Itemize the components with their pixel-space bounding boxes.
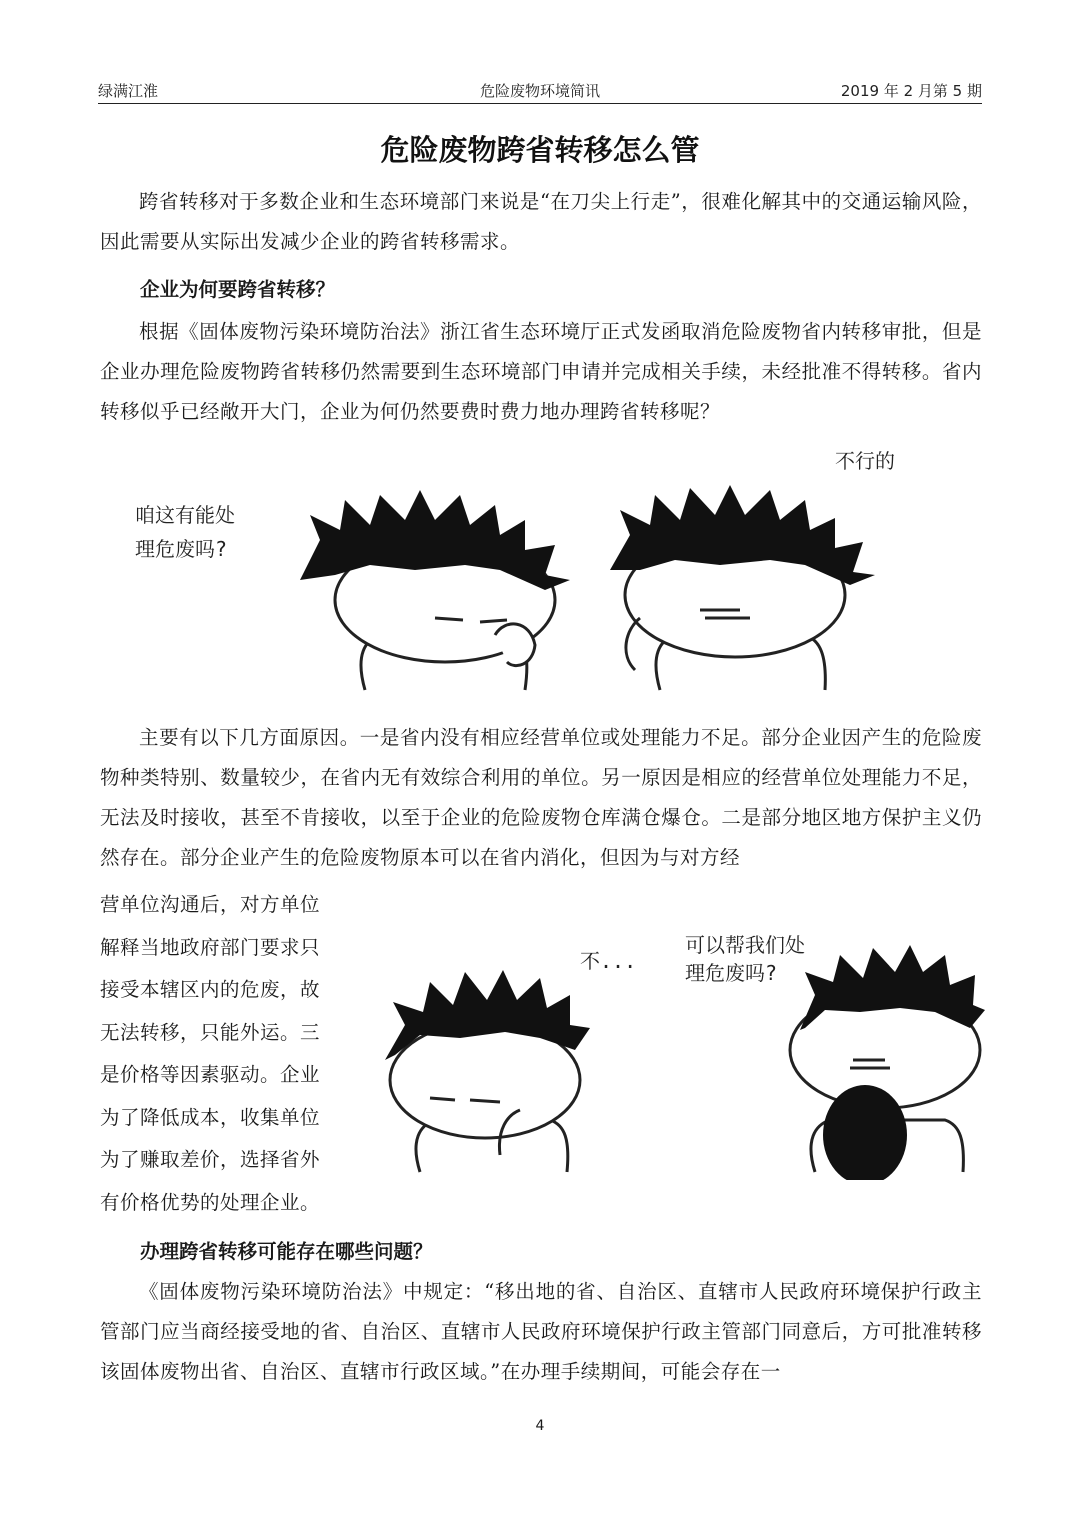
comic-illustration-2 bbox=[375, 910, 985, 1180]
header-divider bbox=[98, 103, 982, 104]
section1-heading: 企业为何要跨省转移？ bbox=[140, 278, 336, 301]
reasons-line: 有价格优势的处理企业。 bbox=[100, 1190, 321, 1214]
comic1-right-text: 不行的 bbox=[835, 449, 895, 473]
page-header bbox=[98, 76, 982, 104]
comic1-left-text-line2: 理危废吗? bbox=[135, 537, 228, 561]
article-title: 危险废物跨省转移怎么管 bbox=[380, 133, 700, 167]
comic2-right-text-line2: 理危废吗? bbox=[685, 961, 778, 985]
comic1-right-character bbox=[610, 485, 875, 690]
header-left: 绿满江淮 bbox=[98, 82, 159, 100]
reasons-line: 为了赚取差价，选择省外 bbox=[100, 1148, 321, 1171]
comic1-left-character bbox=[300, 490, 570, 690]
reasons-line: 无法转移，只能外运。三 bbox=[100, 1020, 321, 1044]
comic2-right-character bbox=[790, 945, 985, 1180]
reasons-line: 接受本辖区内的危废，故 bbox=[100, 978, 321, 1001]
header-right: 2019 年 2 月第 5 期 bbox=[840, 82, 982, 100]
reasons-paragraph: 主要有以下几方面原因。一是省内没有相应经营单位或处理能力不足。部分企业因产生的危险废物种类特别、数量较少，在省内无有效综合利用的单位。另一原因是相应的经营单位处理能力不足，无法及时接收，甚至不肯接收，以至于企业的危险废物仓库满仓爆仓。二是部分地区地方保护主义仍然存在。部分企业产生的危险废物原本可以在省内消化，但因为与对方经 bbox=[100, 726, 982, 869]
reasons-line: 是价格等因素驱动。企业 bbox=[100, 1063, 321, 1086]
header-center: 危险废物环境简讯 bbox=[479, 82, 600, 100]
comic2-left-character bbox=[385, 970, 590, 1172]
section1-paragraph: 根据《固体废物污染环境防治法》浙江省生态环境厅正式发函取消危险废物省内转移审批，但是企业办理危险废物跨省转移仍然需要到生态环境部门申请并完成相关手续，未经批准不得转移。省内转移似乎已经敞开大门，企业为何仍然要费时费力地办理跨省转移呢？ bbox=[100, 320, 982, 423]
reasons-continued bbox=[100, 884, 352, 1224]
reasons-line: 为了降低成本，收集单位 bbox=[100, 1105, 321, 1129]
comic-illustration-1 bbox=[115, 440, 945, 710]
intro-paragraph: 跨省转移对于多数企业和生态环境部门来说是“在刀尖上行走”，很难化解其中的交通运输风险，因此需要从实际出发减少企业的跨省转移需求。 bbox=[100, 190, 982, 253]
section2-heading: 办理跨省转移可能存在哪些问题？ bbox=[140, 1240, 433, 1263]
comic1-left-text-line1: 咱这有能处 bbox=[135, 503, 235, 527]
section2-paragraph: 《固体废物污染环境防治法》中规定：“移出地的省、自治区、直辖市人民政府环境保护行政主管部门应当商经接受地的省、自治区、直辖市人民政府环境保护行政主管部门同意后，方可批准转移该固体废物出省、自治区、直辖市行政区域。”在办理手续期间，可能会存在一 bbox=[100, 1280, 982, 1383]
comic2-right-text-line1: 可以帮我们处 bbox=[685, 933, 805, 957]
page-number: 4 bbox=[535, 1418, 545, 1434]
reasons-line: 营单位沟通后，对方单位 bbox=[100, 893, 321, 916]
comic2-left-text: 不... bbox=[580, 949, 637, 973]
reasons-line: 解释当地政府部门要求只 bbox=[100, 935, 321, 959]
